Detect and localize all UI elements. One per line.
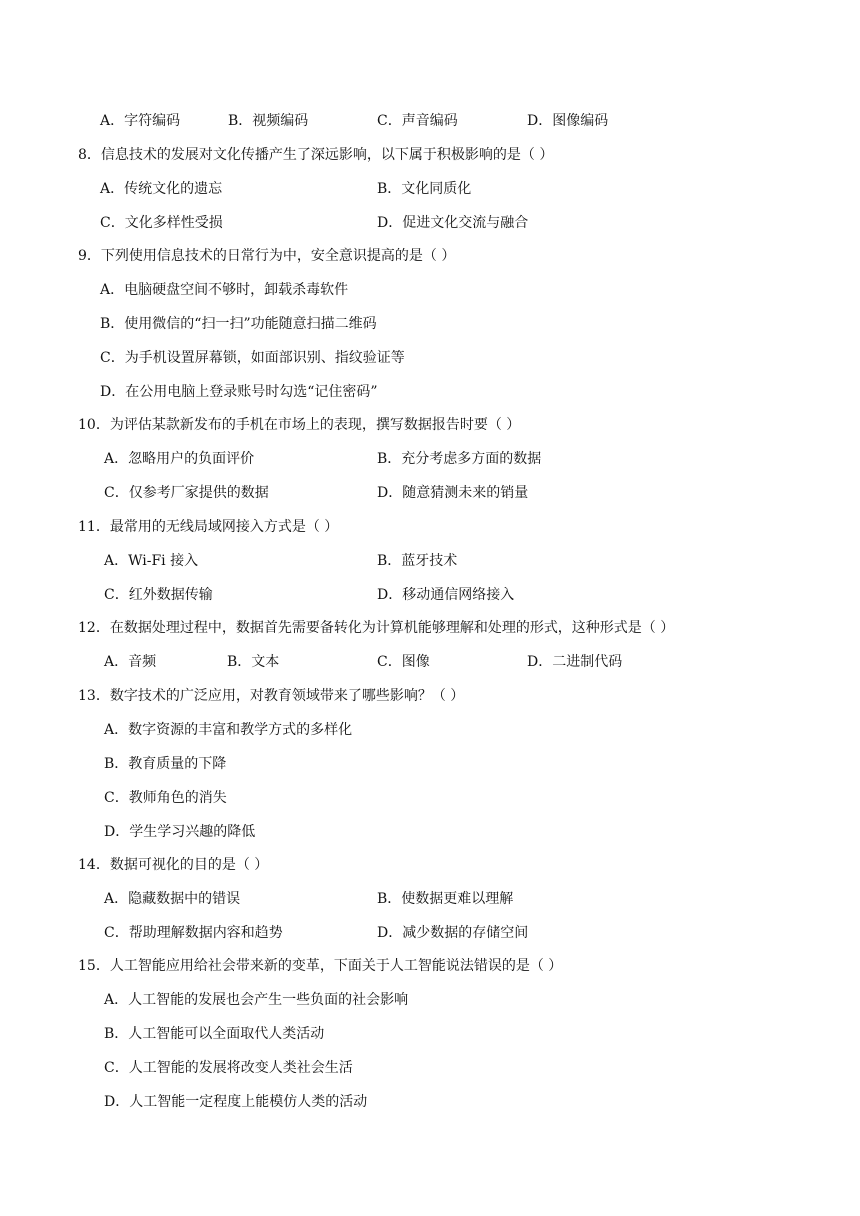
q8-option-b: B．文化同质化 bbox=[377, 181, 472, 197]
q12-option-c: C．图像 bbox=[377, 654, 430, 670]
q14-option-b: B．使数据更难以理解 bbox=[377, 891, 514, 907]
q14-stem: 14．数据可视化的目的是（ ） bbox=[78, 857, 269, 873]
q8-option-a: A．传统文化的遗忘 bbox=[100, 181, 223, 197]
q12-option-d: D．二进制代码 bbox=[527, 654, 623, 670]
q7-option-a: A．字符编码 bbox=[100, 113, 181, 129]
q12-option-b: B．文本 bbox=[227, 654, 280, 670]
q9-stem: 9．下列使用信息技术的日常行为中，安全意识提高的是（ ） bbox=[78, 248, 456, 264]
q15-stem: 15．人工智能应用给社会带来新的变革，下面关于人工智能说法错误的是（ ） bbox=[78, 958, 563, 974]
q8-stem: 8．信息技术的发展对文化传播产生了深远影响，以下属于积极影响的是（ ） bbox=[78, 147, 554, 163]
q7-option-c: C．声音编码 bbox=[377, 113, 458, 129]
q9-option-c: C．为手机设置屏幕锁，如面部识别、指纹验证等 bbox=[100, 350, 405, 366]
q13-stem: 13．数字技术的广泛应用，对教育领域带来了哪些影响？（ ） bbox=[78, 688, 465, 704]
q15-option-d: D．人工智能一定程度上能模仿人类的活动 bbox=[104, 1094, 368, 1110]
q12-option-a: A．音频 bbox=[104, 654, 157, 670]
q12-stem: 12．在数据处理过程中，数据首先需要备转化为计算机能够理解和处理的形式，这种形式是（ ） bbox=[78, 620, 675, 636]
q7-option-d: D．图像编码 bbox=[527, 113, 609, 129]
q11-option-d: D．移动通信网络接入 bbox=[377, 587, 515, 603]
q14-option-d: D．减少数据的存储空间 bbox=[377, 925, 529, 941]
q11-option-c: C．红外数据传输 bbox=[104, 587, 213, 603]
q13-option-b: B．教育质量的下降 bbox=[104, 756, 227, 772]
q7-option-b: B．视频编码 bbox=[228, 113, 309, 129]
q13-option-a: A．数字资源的丰富和教学方式的多样化 bbox=[104, 722, 353, 738]
q14-option-c: C．帮助理解数据内容和趋势 bbox=[104, 925, 283, 941]
q13-option-d: D．学生学习兴趣的降低 bbox=[104, 824, 256, 840]
q9-option-d: D．在公用电脑上登录账号时勾选“记住密码” bbox=[100, 384, 378, 400]
q11-option-a: A．Wi-Fi 接入 bbox=[104, 553, 199, 569]
q11-stem: 11．最常用的无线局域网接入方式是（ ） bbox=[78, 519, 339, 535]
q9-option-b: B．使用微信的“扫一扫”功能随意扫描二维码 bbox=[100, 316, 377, 332]
q10-option-c: C．仅参考厂家提供的数据 bbox=[104, 485, 269, 501]
q14-option-a: A．隐藏数据中的错误 bbox=[104, 891, 241, 907]
q10-option-a: A．忽略用户的负面评价 bbox=[104, 451, 255, 467]
q8-option-c: C．文化多样性受损 bbox=[100, 215, 223, 231]
q11-option-b: B．蓝牙技术 bbox=[377, 553, 458, 569]
q13-option-c: C．教师角色的消失 bbox=[104, 790, 227, 806]
q9-option-a: A．电脑硬盘空间不够时，卸载杀毒软件 bbox=[100, 282, 349, 298]
q8-option-d: D．促进文化交流与融合 bbox=[377, 215, 529, 231]
q10-option-b: B．充分考虑多方面的数据 bbox=[377, 451, 542, 467]
q15-option-a: A．人工智能的发展也会产生一些负面的社会影响 bbox=[104, 992, 409, 1008]
q10-stem: 10．为评估某款新发布的手机在市场上的表现，撰写数据报告时要（ ） bbox=[78, 417, 521, 433]
q15-option-c: C．人工智能的发展将改变人类社会生活 bbox=[104, 1060, 353, 1076]
q15-option-b: B．人工智能可以全面取代人类活动 bbox=[104, 1026, 325, 1042]
q10-option-d: D．随意猜测未来的销量 bbox=[377, 485, 529, 501]
